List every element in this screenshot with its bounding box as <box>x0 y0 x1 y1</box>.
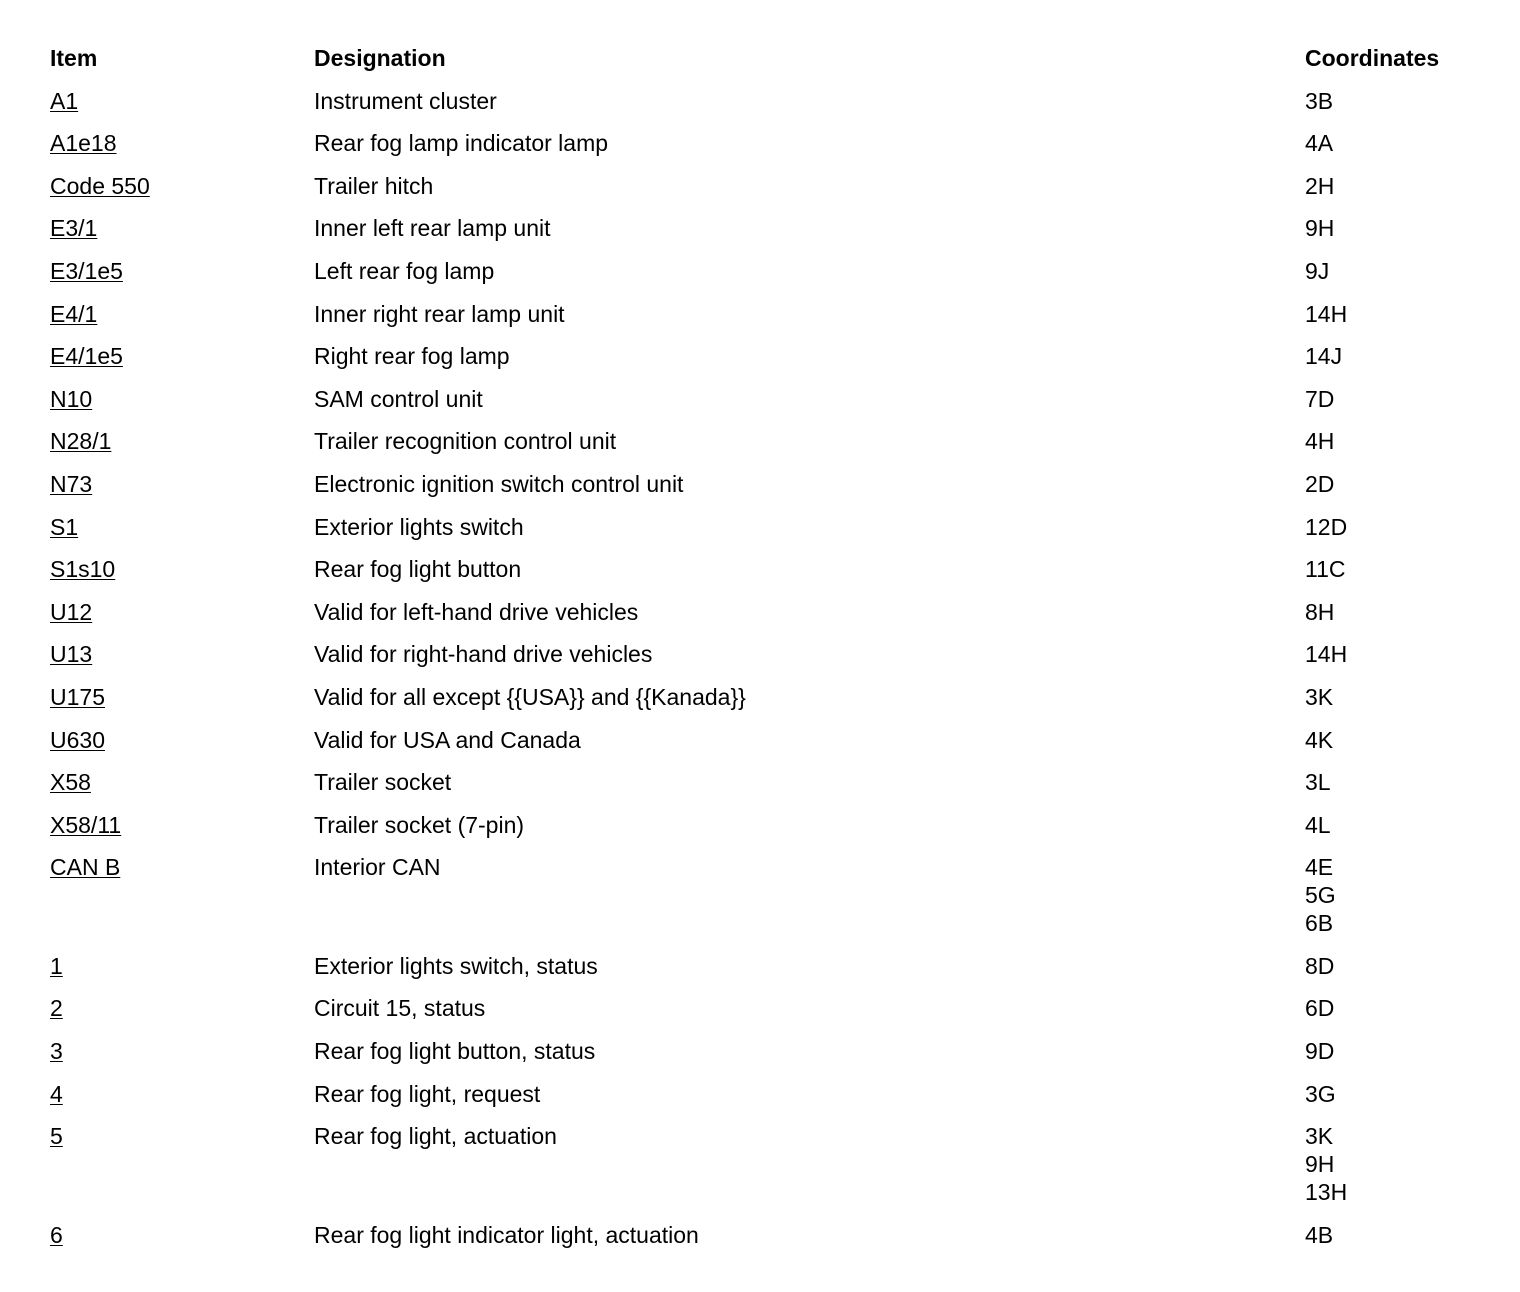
table-row <box>50 541 1490 584</box>
legend-table <box>50 40 1490 1249</box>
table-row <box>50 285 1490 328</box>
coordinates-cell <box>1305 129 1490 157</box>
designation-text: Rear fog light, actuation <box>314 1123 557 1150</box>
header-item: Item <box>50 45 98 71</box>
coordinates-cell <box>1305 385 1490 413</box>
coordinate-value: 11C <box>1305 556 1346 583</box>
coordinate-value: 8D <box>1305 952 1335 979</box>
table-row <box>50 498 1490 541</box>
coordinate-value: 9J <box>1305 257 1330 284</box>
table-row <box>50 242 1490 285</box>
coordinates-cell <box>1305 1080 1490 1108</box>
coordinate-value: 4H <box>1305 428 1335 455</box>
coordinate-value: 2D <box>1305 470 1335 497</box>
designation-text: Trailer socket (7-pin) <box>314 811 525 838</box>
item-link[interactable]: Code 550 <box>50 172 150 199</box>
table-row <box>50 980 1490 1023</box>
designation-text: Valid for left-hand drive vehicles <box>314 598 639 625</box>
designation-text: Trailer socket <box>314 769 452 796</box>
designation-text: Trailer recognition control unit <box>314 428 617 455</box>
table-row <box>50 1108 1490 1207</box>
designation-text: Valid for right-hand drive vehicles <box>314 641 653 668</box>
item-link[interactable]: U12 <box>50 598 93 625</box>
table-row <box>50 754 1490 797</box>
table-row <box>50 370 1490 413</box>
item-link[interactable]: E4/1e5 <box>50 343 123 370</box>
coordinate-value: 9D <box>1305 1038 1335 1065</box>
designation-text: Rear fog light, request <box>314 1080 541 1107</box>
coordinate-value: 4E <box>1305 854 1334 881</box>
coordinate-value: 3K <box>1305 683 1334 710</box>
coordinate-value: 4L <box>1305 811 1331 838</box>
coordinate-value: 14J <box>1305 343 1343 370</box>
coordinates-cell <box>1305 994 1490 1022</box>
item-link[interactable]: U175 <box>50 683 105 710</box>
header-coordinates: Coordinates <box>1305 45 1440 71</box>
coordinates-cell <box>1305 555 1490 583</box>
table-row <box>50 413 1490 456</box>
coordinate-value: 12D <box>1305 513 1348 540</box>
item-link[interactable]: N10 <box>50 385 93 412</box>
table-row <box>50 796 1490 839</box>
item-link[interactable]: A1e18 <box>50 130 117 157</box>
coordinates-cell <box>1305 1122 1490 1206</box>
coordinate-value: 9H <box>1305 215 1335 242</box>
table-row <box>50 455 1490 498</box>
table-row <box>50 1022 1490 1065</box>
coordinate-value: 3B <box>1305 87 1334 114</box>
coordinates-cell <box>1305 952 1490 980</box>
coordinate-value: 8H <box>1305 598 1335 625</box>
coordinates-cell <box>1305 513 1490 541</box>
item-link[interactable]: X58 <box>50 769 91 796</box>
table-row <box>50 328 1490 371</box>
table-row <box>50 626 1490 669</box>
coordinates-cell <box>1305 214 1490 242</box>
table-row <box>50 668 1490 711</box>
item-link[interactable]: N28/1 <box>50 428 112 455</box>
designation-text: Rear fog lamp indicator lamp <box>314 130 609 157</box>
designation-text: Exterior lights switch, status <box>314 952 598 979</box>
designation-text: Valid for all except {{USA}} and {{Kanada}} <box>314 683 746 710</box>
item-link[interactable]: S1s10 <box>50 556 116 583</box>
coordinates-cell <box>1305 811 1490 839</box>
coordinate-value: 4B <box>1305 1221 1334 1248</box>
header-designation: Designation <box>314 45 446 71</box>
item-link[interactable]: E4/1 <box>50 300 98 327</box>
coordinate-value: 4A <box>1305 130 1334 157</box>
designation-text: Inner left rear lamp unit <box>314 215 551 242</box>
table-row <box>50 72 1490 115</box>
coordinates-cell <box>1305 300 1490 328</box>
designation-text: Electronic ignition switch control unit <box>314 470 684 497</box>
designation-text: Instrument cluster <box>314 87 497 114</box>
coordinates-cell <box>1305 598 1490 626</box>
table-row <box>50 711 1490 754</box>
coordinates-cell <box>1305 470 1490 498</box>
coordinates-cell <box>1305 768 1490 796</box>
coordinate-value: 9H <box>1305 1151 1335 1178</box>
item-link[interactable]: 2 <box>50 995 63 1022</box>
designation-text: Trailer hitch <box>314 172 434 199</box>
item-link[interactable]: X58/11 <box>50 811 122 838</box>
coordinate-value: 2H <box>1305 172 1335 199</box>
coordinates-cell <box>1305 87 1490 115</box>
table-row <box>50 157 1490 200</box>
coordinate-value: 3K <box>1305 1123 1334 1150</box>
designation-text: Inner right rear lamp unit <box>314 300 565 327</box>
designation-text: Rear fog light button, status <box>314 1038 596 1065</box>
item-link[interactable]: S1 <box>50 513 79 540</box>
table-row <box>50 583 1490 626</box>
designation-text: Interior CAN <box>314 854 441 881</box>
designation-text: Rear fog light button <box>314 556 522 583</box>
designation-text: Circuit 15, status <box>314 995 486 1022</box>
coordinate-value: 3L <box>1305 769 1331 796</box>
coordinates-cell <box>1305 640 1490 668</box>
coordinates-cell <box>1305 257 1490 285</box>
table-row <box>50 839 1490 938</box>
item-link[interactable]: 5 <box>50 1123 63 1150</box>
coordinate-value: 7D <box>1305 385 1335 412</box>
coordinates-cell <box>1305 726 1490 754</box>
table-row <box>50 1065 1490 1108</box>
item-link[interactable]: 6 <box>50 1221 63 1248</box>
coordinate-value: 13H <box>1305 1179 1348 1206</box>
table-row <box>50 1206 1490 1249</box>
coordinates-cell <box>1305 172 1490 200</box>
designation-text: Right rear fog lamp <box>314 343 510 370</box>
table-row <box>50 115 1490 158</box>
coordinates-cell <box>1305 1221 1490 1249</box>
coordinates-cell <box>1305 853 1490 937</box>
coordinate-value: 3G <box>1305 1080 1336 1107</box>
coordinate-value: 14H <box>1305 641 1348 668</box>
table-row <box>50 937 1490 980</box>
designation-text: Left rear fog lamp <box>314 257 495 284</box>
item-link[interactable]: CAN B <box>50 854 121 881</box>
designation-text: SAM control unit <box>314 385 483 412</box>
header-row <box>50 40 1490 72</box>
item-link[interactable]: U13 <box>50 641 93 668</box>
item-link[interactable]: 4 <box>50 1080 63 1107</box>
designation-text: Valid for USA and Canada <box>314 726 581 753</box>
coordinates-cell <box>1305 427 1490 455</box>
coordinate-value: 6D <box>1305 995 1335 1022</box>
item-link[interactable]: 1 <box>50 952 63 979</box>
coordinates-cell <box>1305 1037 1490 1065</box>
coordinate-value: 5G <box>1305 882 1336 909</box>
coordinates-cell <box>1305 683 1490 711</box>
item-link[interactable]: E3/1 <box>50 215 98 242</box>
designation-text: Rear fog light indicator light, actuation <box>314 1221 699 1248</box>
designation-text: Exterior lights switch <box>314 513 524 540</box>
item-link[interactable]: U630 <box>50 726 105 753</box>
item-link[interactable]: N73 <box>50 470 93 497</box>
coordinate-value: 6B <box>1305 910 1334 937</box>
table-row <box>50 200 1490 243</box>
item-link[interactable]: 3 <box>50 1038 63 1065</box>
legend-rows <box>50 72 1490 1249</box>
coordinates-cell <box>1305 342 1490 370</box>
coordinate-value: 14H <box>1305 300 1348 327</box>
coordinate-value: 4K <box>1305 726 1334 753</box>
item-link[interactable]: A1 <box>50 87 79 114</box>
item-link[interactable]: E3/1e5 <box>50 257 123 284</box>
